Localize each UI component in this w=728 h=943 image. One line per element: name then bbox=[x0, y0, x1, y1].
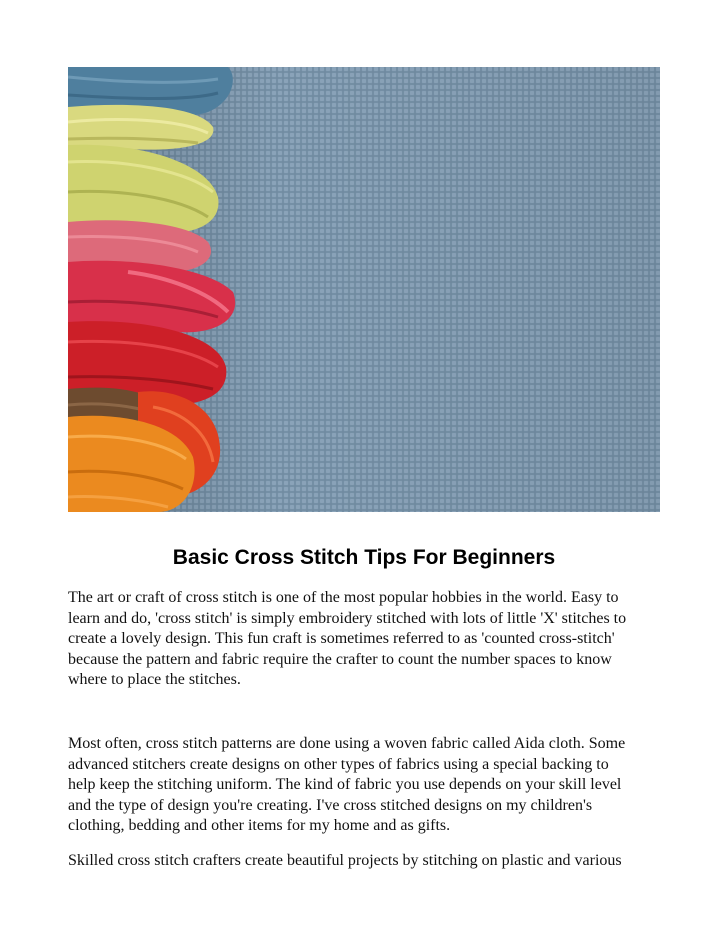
document-title: Basic Cross Stitch Tips For Beginners bbox=[172, 546, 556, 569]
paragraph-intro: The art or craft of cross stitch is one of the most popular hobbies in the world. Easy to learn and do, 'cross stitch' is simply embroidery stitched with lots of little 'X' stitches to create a lovely design. This fun craft is sometimes referred to as 'counted cross-stitch' because the pattern and fabric require the crafter to count the number spaces to know where to place the stitches. bbox=[68, 589, 627, 688]
cross-stitch-photo bbox=[68, 67, 660, 512]
hero-image bbox=[68, 67, 660, 512]
paragraph-aida-cloth: Most often, cross stitch patterns are done using a woven fabric called Aida cloth. Some advanced stitchers create designs on other types of fabrics using a special backing to help keep the stitching uniform. The kind of fabric you use depends on your skill level and the type of design you're creating. I've cross stitched designs on my children's clothing, bedding and other items for my home and as gifts. bbox=[68, 735, 626, 834]
paragraph-skilled-crafters: Skilled cross stitch crafters create beautiful projects by stitching on plastic and various bbox=[68, 852, 622, 869]
floss-skeins bbox=[68, 67, 235, 512]
